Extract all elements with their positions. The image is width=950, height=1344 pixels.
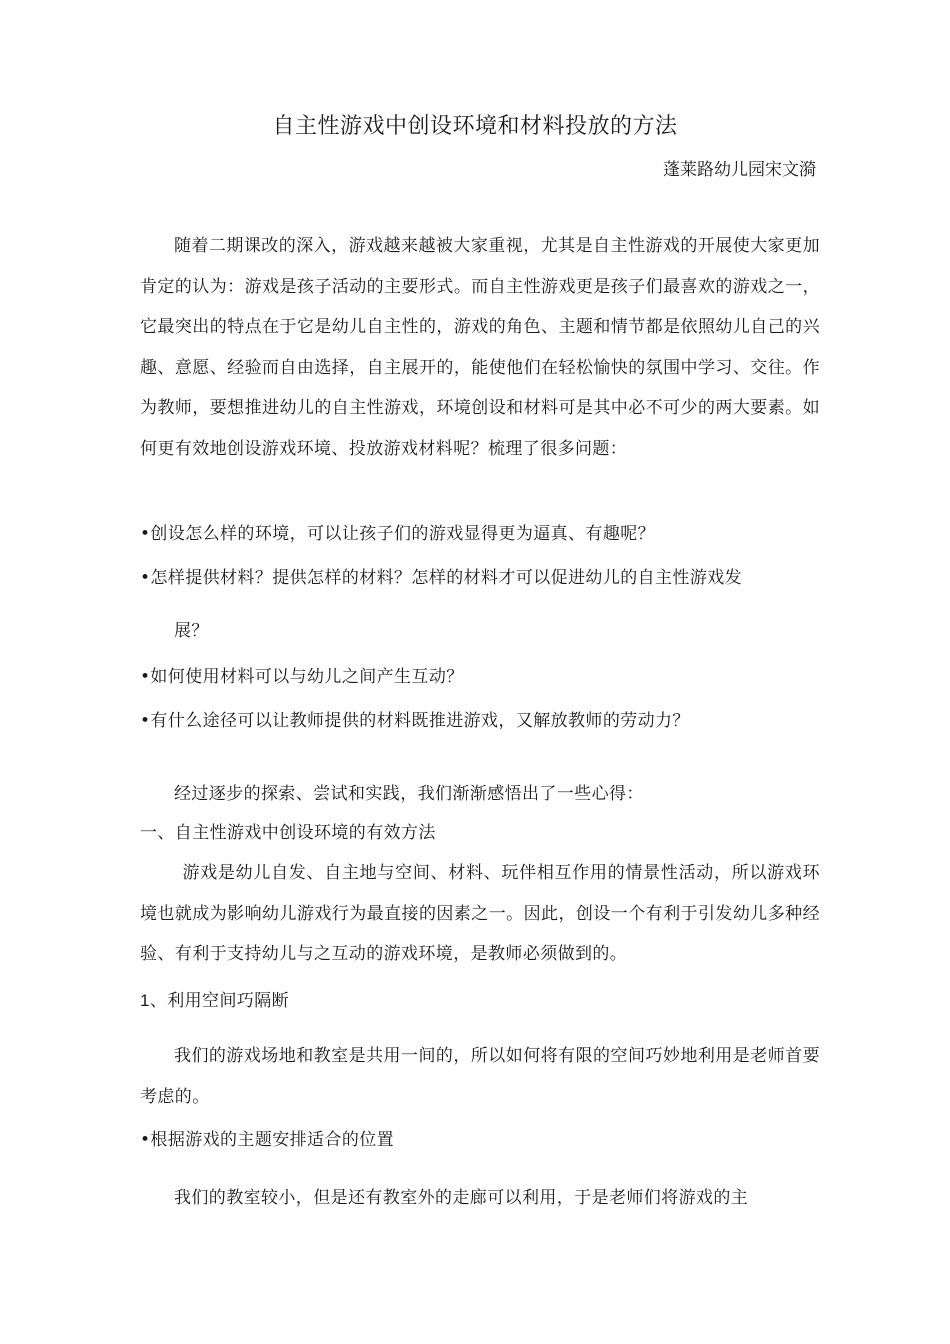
intro-paragraph: 随着二期课改的深入，游戏越来越被大家重视，尤其是自主性游戏的开展使大家更加肯定的认为：游戏是孩子活动的主要形式。而自主性游戏更是孩子们最喜欢的游戏之一，它最突出的特点在于它是幼儿自主性的，游戏的角色、主题和情节都是依照幼儿自己的兴趣、意愿、经验而自由选择，自主展开的，能使他们在轻松愉快的氛围中学习、交往。作为教师，要想推进幼儿的自主性游戏，环境创设和材料可是其中必不可少的两大要素。如何更有效地创设游戏环境、投放游戏材料呢？梳理了很多问题：	[140, 236, 820, 459]
section-paragraph-block	[140, 853, 820, 975]
subheading-number: 1	[140, 991, 150, 1010]
question-item: •如何使用材料可以与幼儿之间产生互动？	[140, 667, 464, 687]
last-paragraph: 我们的教室较小，但是还有教室外的走廊可以利用，于是老师们将游戏的主	[174, 1188, 749, 1208]
subheading-text: 、利用空间巧隔断	[149, 991, 290, 1011]
intro-paragraph-block	[140, 226, 820, 469]
document-title: 自主性游戏中创设环境和材料投放的方法	[272, 114, 678, 139]
summary-line: 经过逐步的探索、尝试和实践，我们渐渐感悟出了一些心得：	[174, 784, 644, 804]
question-item-continuation: 展？	[174, 621, 209, 641]
section-paragraph: 游戏是幼儿自发、自主地与空间、材料、玩伴相互作用的情景性活动，所以游戏环境也就成为影响幼儿游戏行为最直接的因素之一。因此，创设一个有利于引发幼儿多种经验、有利于支持幼儿与之互动的游戏环境，是教师必须做到的。	[140, 863, 820, 964]
subheading-paragraph-block	[140, 1036, 820, 1117]
subheading	[140, 987, 820, 1015]
question-item: •创设怎么样的环境，可以让孩子们的游戏显得更为逼真、有趣呢？	[140, 524, 656, 544]
document-author: 蓬莱路幼儿园宋文漪	[663, 160, 816, 180]
subheading-paragraph: 我们的游戏场地和教室是共用一间的，所以如何将有限的空间巧妙地利用是老师首要考虑的。	[140, 1046, 820, 1107]
question-item: •有什么途径可以让教师提供的材料既推进游戏，又解放教师的劳动力？	[140, 711, 690, 731]
section-heading: 一、自主性游戏中创设环境的有效方法	[140, 823, 436, 843]
question-item: •怎样提供材料？提供怎样的材料？怎样的材料才可以促进幼儿的自主性游戏发	[140, 568, 743, 588]
bullet-heading: •根据游戏的主题安排适合的位置	[140, 1130, 395, 1150]
